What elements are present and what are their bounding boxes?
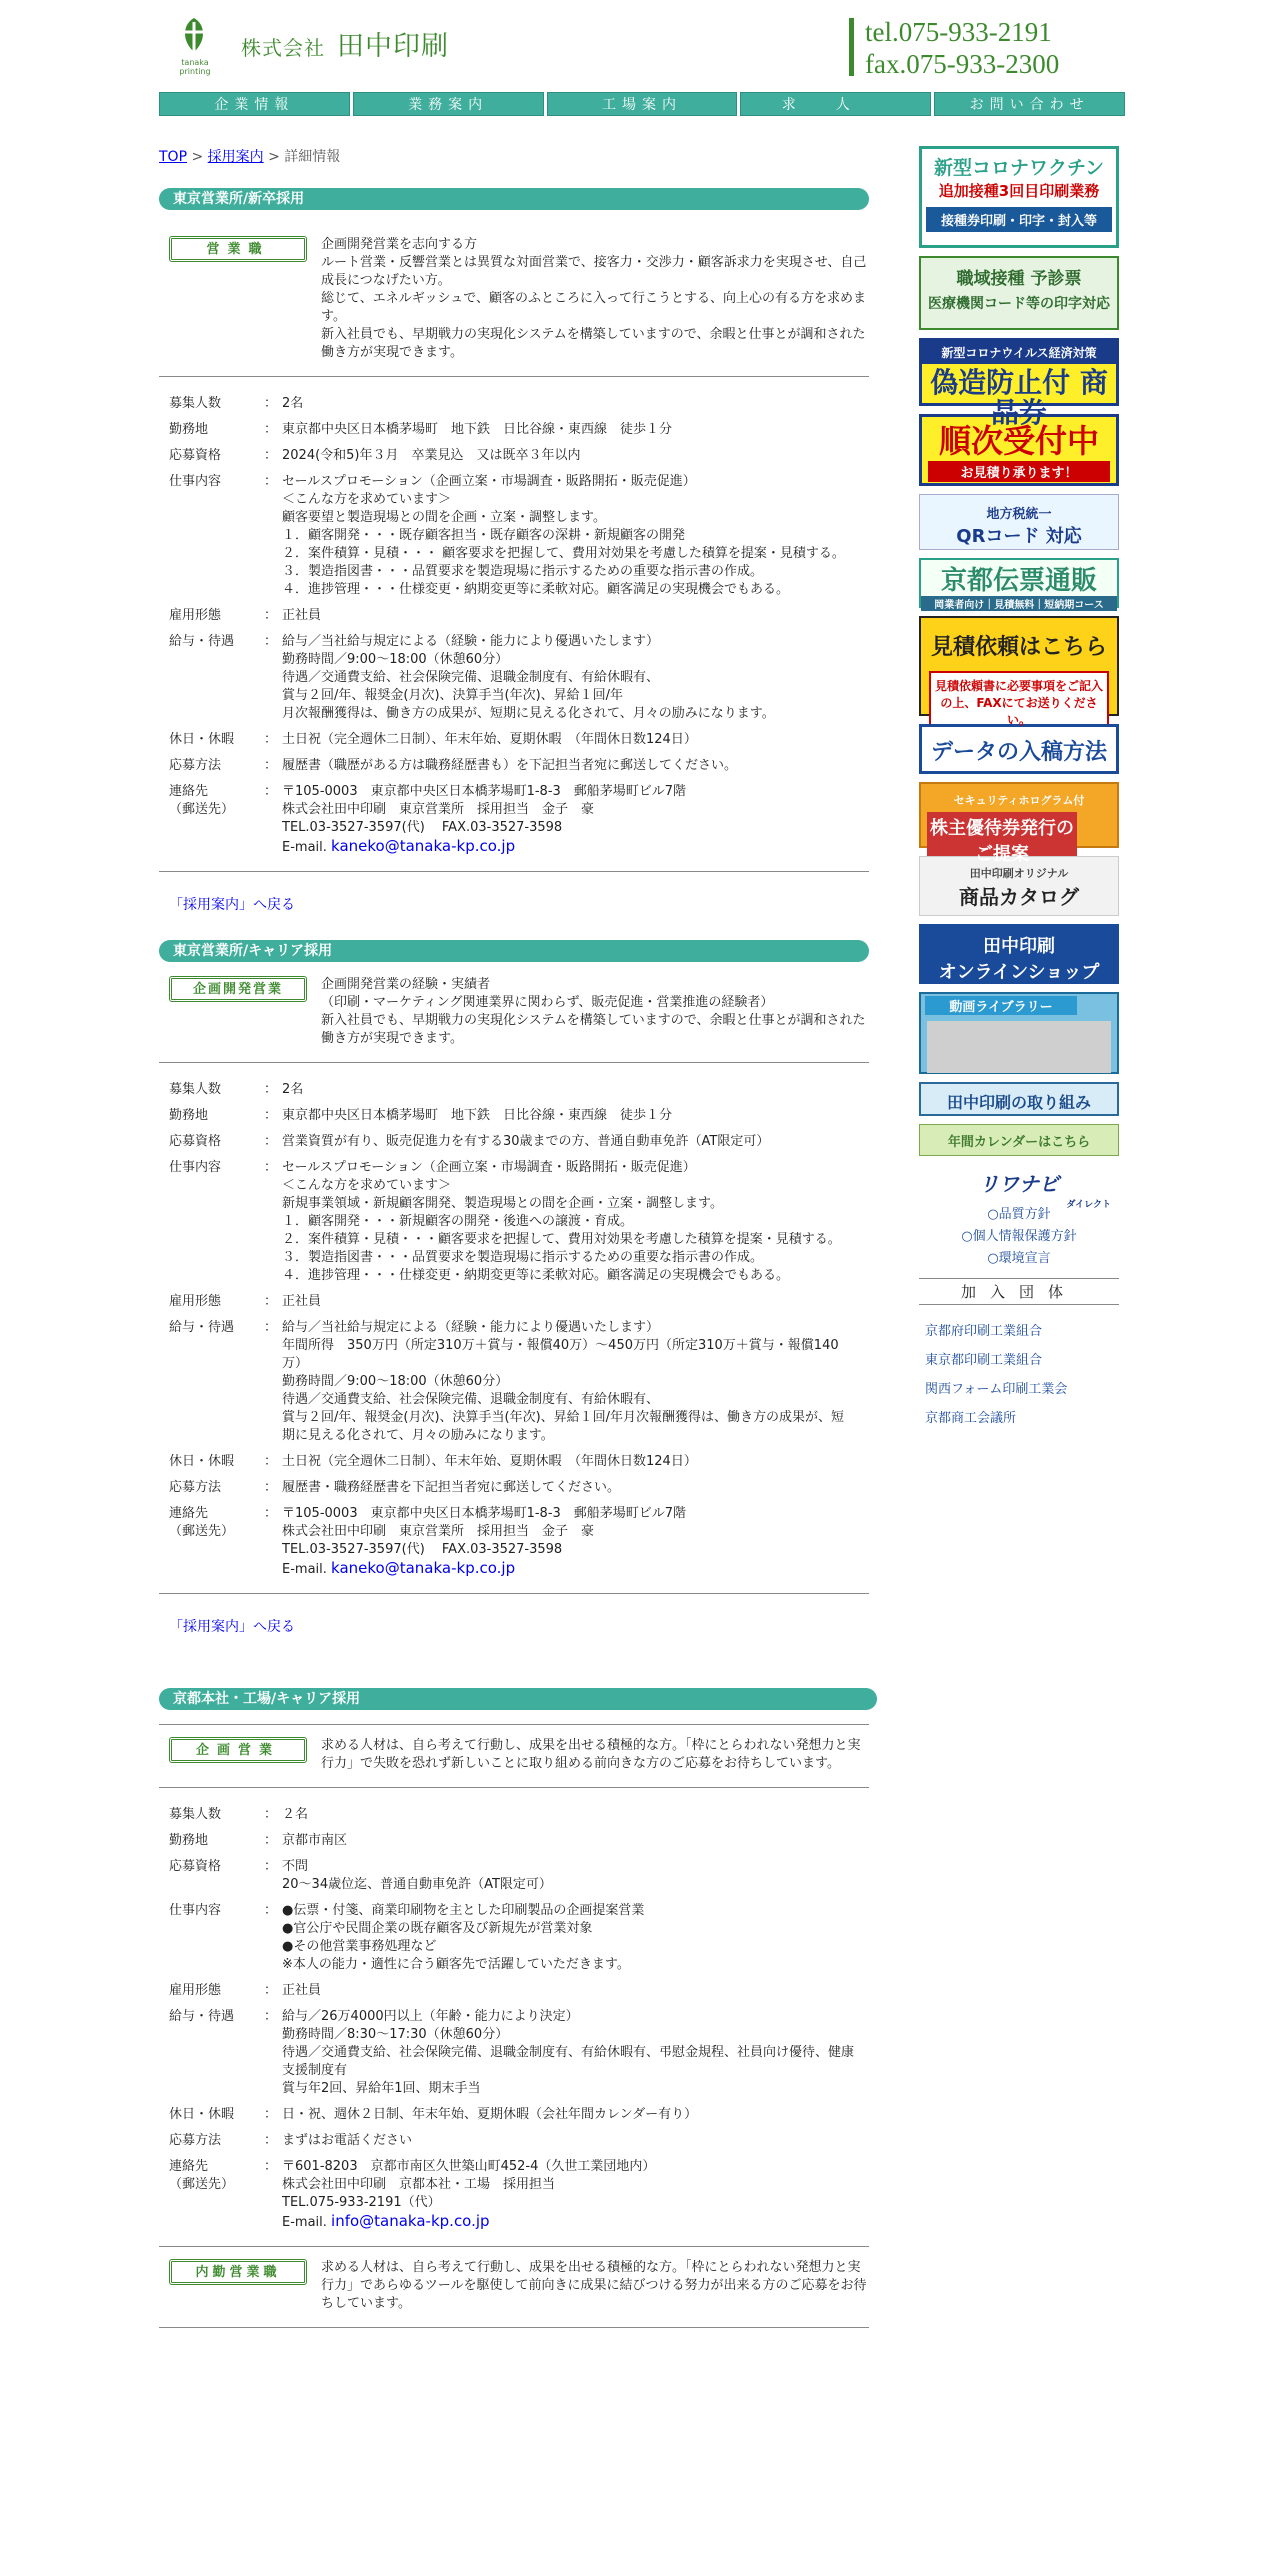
row-label: 連絡先 （郵送先） xyxy=(169,2159,235,2192)
banner-mitsumori[interactable] xyxy=(919,616,1119,727)
breadcrumb-top[interactable]: TOP xyxy=(159,149,188,165)
job-type-badge: 企画開発営業 xyxy=(169,976,307,1002)
email-label: E-mail. xyxy=(282,2215,327,2230)
page xyxy=(159,0,1125,2328)
breadcrumb-recruit[interactable]: 採用案内 xyxy=(207,149,264,165)
job-type-badge: 営業職 xyxy=(169,236,307,262)
table-row: 応募資格 ： 2024(令和5)年３月 卒業見込 又は既卒３年以内 xyxy=(159,443,869,469)
row-label: 応募方法 xyxy=(169,2133,222,2148)
row-value xyxy=(282,1501,869,1583)
sidebar xyxy=(919,146,1119,2328)
table-row: 勤務地 ： 東京都中央区日本橋茅場町 地下鉄 日比谷線・東西線 徒歩１分 xyxy=(159,1103,869,1129)
breadcrumb-current: 詳細情報 xyxy=(284,149,341,165)
row-label: 仕事内容 xyxy=(169,474,222,489)
row-label: 連絡先 （郵送先） xyxy=(169,1506,235,1539)
row-value: 2名 xyxy=(282,1082,304,1097)
row-label: 勤務地 xyxy=(169,1108,209,1123)
banner-online-shop[interactable] xyxy=(919,924,1119,984)
row-value: セールスプロモーション（企画立案・市場調査・販路開拓・販売促進） ＜こんな方を求めています＞ 新規事業領域・新規顧客開発、製造現場との間を企画・立案・調整します。 １．顧客開発・・・新規顧客の開発・後進への譲渡・育成。 ２．案件積算・見積・・・顧客要求を把握して、費用対効果を考慮した積算を提案・見積する。 ３．製造指図書・・・品質要求を製造現場に指示するための重要な指示書の作成。 ４．進捗管理・・・仕様変更・納期変更等に柔軟対応。顧客満足の実現機会でもある。 xyxy=(282,1160,841,1283)
banner-text: 追加接種3回目印刷業務 xyxy=(938,182,1100,200)
row-label: 応募方法 xyxy=(169,758,222,773)
banner-data-nyuko[interactable] xyxy=(919,724,1119,774)
row-value: セールスプロモーション（企画立案・市場調査・販路開拓・販売促進） ＜こんな方を求めています＞ 顧客要望と製造現場との間を企画・立案・調整します。 １．顧客開発・・・既存顧客担当・既存顧客の深耕・新規顧客の開発 ２．案件積算・見積・・・ 顧客要求を把握して、費用対効果を考慮した積算を提案・見積する。 ３．製造指図書・・・品質要求を製造現場に指示するための重要な指示書の作成。 ４．進捗管理・・・仕様変更・納期変更等に柔軟対応。顧客満足の実現機会でもある。 xyxy=(282,474,845,597)
row-label: 休日・休暇 xyxy=(169,732,235,747)
table-row: 応募資格 ： 不問 20～34歳位迄、普通自動車免許（AT限定可） xyxy=(159,1854,869,1898)
factory-image xyxy=(927,1021,1111,1073)
row-value: 履歴書・職務経歴書を下記担当者宛に郵送してください。 xyxy=(282,1480,621,1495)
banner-shohin-ken[interactable] xyxy=(919,338,1119,429)
banner-junji-uketsuke[interactable] xyxy=(919,414,1119,486)
job-info-table xyxy=(159,1077,869,1583)
row-label: 仕事内容 xyxy=(169,1160,222,1175)
banner-text: 商品カタログ xyxy=(959,885,1079,909)
intro-text: 求める人材は、自ら考えて行動し、成果を出せる積極的な方。「枠にとらわれない発想力と実行力」で失敗を恐れず新しいことに取り組める前向きな方のご応募をお待ちしています。 xyxy=(321,1738,861,1771)
row-value: 給与／当社給与規定による（経験・能力により優遇いたします） 勤務時間／9:00〜18:00（休憩60分） 待遇／交通費支給、社会保険完備、退職金制度有、有給休暇有、 賞与２回/年、報奨金(月次)、決算手当(年次)、昇給１回/年 月次報酬獲得は、働き方の成果が、短期に見える化されて、月々の励みになります。 xyxy=(282,634,775,721)
company-kaisha: 株式会社 xyxy=(241,36,325,60)
section-header-tokyo-newgrad: 東京営業所/新卒採用 xyxy=(159,188,869,210)
back-to-recruit-link[interactable]: 「採用案内」へ戻る xyxy=(169,897,295,913)
banner-text: 新型コロナワクチン xyxy=(933,157,1105,179)
section-header-tokyo-career: 東京営業所/キャリア採用 xyxy=(159,940,869,962)
banner-riwanavi[interactable] xyxy=(919,1164,1119,1210)
row-value: 2024(令和5)年３月 卒業見込 又は既卒３年以内 xyxy=(282,448,581,463)
row-label: 勤務地 xyxy=(169,422,209,437)
table-row: 休日・休暇 ： 日・祝、週休２日制、年末年始、夏期休暇（会社年間カレンダー有り） xyxy=(159,2102,869,2128)
job-type-badge: 企画営業 xyxy=(169,1737,307,1763)
banner-text: 田中印刷の取り組み xyxy=(946,1093,1091,1112)
email-link[interactable]: info@tanaka-kp.co.jp xyxy=(331,2212,490,2230)
row-value xyxy=(282,2154,869,2236)
row-label: 応募方法 xyxy=(169,1480,222,1495)
logo-text: tanaka printing xyxy=(179,58,211,76)
row-value: 正社員 xyxy=(282,608,322,623)
row-label: 給与・待遇 xyxy=(169,634,235,649)
divider xyxy=(159,871,869,872)
row-label: 雇用形態 xyxy=(169,608,222,623)
row-value xyxy=(282,779,869,861)
job-intro xyxy=(159,2246,869,2328)
table-row: 給与・待遇 ： 給与／当社給与規定による（経験・能力により優遇いたします） 年間所得 350万円（所定310万＋賞与・報償40万）～450万円（所定310万＋賞与・報償140万） 勤務時間／9:00〜18:00（休憩60分） 待遇／交通費支給、社会保険完備、退職金制度有、有給休暇有、 賞与２回/年、報奨金(月次)、決算手当(年次)、昇給１回/年月次報酬獲得は、働き方の成果が、短期に見える化されて、月々の励みになります。 xyxy=(159,1315,869,1449)
table-row: 募集人数 ： 2名 xyxy=(159,1077,869,1103)
link-privacy-policy[interactable]: ○個人情報保護方針 xyxy=(961,1229,1077,1244)
job-intro xyxy=(159,1724,869,1788)
table-row: 休日・休暇 ： 土日祝（完全週休二日制）、年末年始、夏期休暇 （年間休日数124日） xyxy=(159,1449,869,1475)
banner-catalog[interactable] xyxy=(919,856,1119,916)
row-label: 給与・待遇 xyxy=(169,1320,235,1335)
row-value: 正社員 xyxy=(282,1294,322,1309)
table-row: 給与・待遇 ： 給与／当社給与規定による（経験・能力により優遇いたします） 勤務時間／9:00〜18:00（休憩60分） 待遇／交通費支給、社会保険完備、退職金制度有、有給休暇有、 賞与２回/年、報奨金(月次)、決算手当(年次)、昇給１回/年 月次報酬獲得は、働き方の成果が、短期に見える化されて、月々の励みになります。 xyxy=(159,629,869,727)
banner-text: 見積依頼はこちら xyxy=(930,635,1107,660)
fax-number: fax.075-933-2300 xyxy=(865,49,1060,79)
table-row: 仕事内容 ： ●伝票・付箋、商業印刷物を主とした印刷製品の企画提案営業 ●官公庁や民間企業の既存顧客及び新規先が営業対象 ●その他営業事務処理など ※本人の能力・適性に合う顧客先で活躍していただきます。 xyxy=(159,1898,869,1978)
contact-info xyxy=(865,16,1059,80)
banner-text: 京都伝票通販 xyxy=(940,566,1097,596)
table-row: 仕事内容 ： セールスプロモーション（企画立案・市場調査・販路開拓・販売促進） ＜こんな方を求めています＞ 顧客要望と製造現場との間を企画・立案・調整します。 １．顧客開発・・・既存顧客担当・既存顧客の深耕・新規顧客の開発 ２．案件積算・見積・・・ 顧客要求を把握して、費用対効果を考慮した積算を提案・見積する。 ３．製造指図書・・・品質要求を製造現場に指示するための重要な指示書の作成。 ４．進捗管理・・・仕様変更・納期変更等に柔軟対応。顧客満足の実現機会でもある。 xyxy=(159,469,869,603)
row-value: まずはお電話ください xyxy=(282,2133,413,2148)
table-row: 休日・休暇 ： 土日祝（完全週休二日制）、年末年始、夏期休暇 （年間休日数124日） xyxy=(159,727,869,753)
email-label: E-mail. xyxy=(282,1562,327,1577)
banner-video-library[interactable] xyxy=(919,992,1119,1074)
policy-links xyxy=(919,1204,1119,1270)
contact-text: 〒105-0003 東京都中央区日本橋茅場町1-8-3 郵船茅場町ビル7階 株式会社田中印刷 東京営業所 採用担当 金子 豪 TEL.03-3527-3597(代) FAX.03-3527-3598 xyxy=(282,784,687,835)
row-value: 給与／26万4000円以上（年齢・能力により決定） 勤務時間／8:30〜17:30（休憩60分） 待遇／交通費支給、社会保険完備、退職金制度有、有給休暇有、弔慰金規程、社員向け優待、健康支援制度有 賞与年2回、昇給年1回、期末手当 xyxy=(282,2009,855,2096)
banner-text: 新型コロナウイルス経済対策 xyxy=(919,341,1119,364)
table-row: 連絡先 （郵送先） ： 〒105-0003 東京都中央区日本橋茅場町1-8-3 郵船茅場町ビル7階 株式会社田中印刷 東京営業所 採用担当 金子 豪 TEL.03-3527-3597(代) FAX.03-3527-3598 E-mail. kaneko@tanaka-kp.co.jp xyxy=(159,779,869,861)
row-label: 応募資格 xyxy=(169,448,222,463)
nav-contact[interactable]: お問い合わせ xyxy=(934,92,1125,116)
divider xyxy=(159,1593,869,1594)
nav-factory[interactable]: 工場案内 xyxy=(547,92,738,116)
row-value: 営業資質が有り、販売促進力を有する30歳までの方、普通自動車免許（AT限定可） xyxy=(282,1134,770,1149)
section-header-kyoto-career: 京都本社・工場/キャリア採用 xyxy=(159,1688,877,1710)
email-label: E-mail. xyxy=(282,840,327,855)
company-title: 田中印刷 xyxy=(337,31,449,62)
table-row: 応募方法 ： 履歴書・職務経歴書を下記担当者宛に郵送してください。 xyxy=(159,1475,869,1501)
contact-text: 〒601-8203 京都市南区久世築山町452-4（久世工業団地内） 株式会社田中印刷 京都本社・工場 採用担当 TEL.075-933-2191（代） xyxy=(282,2159,656,2210)
contact-text: 〒105-0003 東京都中央区日本橋茅場町1-8-3 郵船茅場町ビル7階 株式会社田中印刷 東京営業所 採用担当 金子 豪 TEL.03-3527-3597(代) FAX.03-3527-3598 xyxy=(282,1506,687,1557)
banner-text: お見積り承ります！ xyxy=(928,461,1110,482)
row-label: 給与・待遇 xyxy=(169,2009,235,2024)
main-content xyxy=(159,146,869,2328)
banner-calendar[interactable] xyxy=(919,1124,1119,1156)
row-value: 東京都中央区日本橋茅場町 地下鉄 日比谷線・東西線 徒歩１分 xyxy=(282,1108,673,1123)
banner-text: 田中印刷オリジナル xyxy=(969,867,1069,880)
job-intro xyxy=(159,976,869,1063)
intro-text: 求める人材は、自ら考えて行動し、成果を出せる積極的な方。「枠にとらわれない発想力と実行力」であらゆるツールを駆使して前向きに成果に結びつける努力が出来る方のご応募をお待ちしています。 xyxy=(321,2260,867,2311)
banner-torikumi[interactable] xyxy=(919,1082,1119,1116)
row-label: 雇用形態 xyxy=(169,1983,222,1998)
table-row: 雇用形態 ： 正社員 xyxy=(159,1289,869,1315)
table-row: 応募方法 ： 履歴書（職歴がある方は職務経歴書も）を下記担当者宛に郵送してください。 xyxy=(159,753,869,779)
contact-divider xyxy=(849,18,854,76)
banner-text: 年間カレンダーはこちら xyxy=(947,1135,1091,1150)
table-row: 雇用形態 ： 正社員 xyxy=(159,1978,869,2004)
banner-text: 地方税統一 xyxy=(986,507,1052,522)
row-value: 正社員 xyxy=(282,1983,322,1998)
row-label: 休日・休暇 xyxy=(169,2107,235,2122)
banner-text: データの入稿方法 xyxy=(930,740,1107,765)
logo-icon xyxy=(173,14,215,56)
row-value: 東京都中央区日本橋茅場町 地下鉄 日比谷線・東西線 徒歩１分 xyxy=(282,422,673,437)
table-row: 連絡先 （郵送先） ： 〒105-0003 東京都中央区日本橋茅場町1-8-3 郵船茅場町ビル7階 株式会社田中印刷 東京営業所 採用担当 金子 豪 TEL.03-3527-3597(代) FAX.03-3527-3598 E-mail. kaneko@tanaka-kp.co.jp xyxy=(159,1501,869,1583)
banner-text: 医療機関コード等の印字対応 xyxy=(928,296,1110,312)
assoc-link[interactable]: 京都府印刷工業組合 xyxy=(925,1324,1043,1339)
banner-text: 株主優待券発行のご提案 xyxy=(927,812,1077,868)
link-environment[interactable]: ○環境宣言 xyxy=(987,1251,1051,1266)
row-value: 土日祝（完全週休二日制）、年末年始、夏期休暇 （年間休日数124日） xyxy=(282,1454,697,1469)
banner-denpyo[interactable] xyxy=(919,558,1119,611)
row-value: ２名 xyxy=(282,1807,309,1822)
banner-vaccine-ticket[interactable] xyxy=(919,256,1119,330)
job-intro xyxy=(159,224,869,377)
banner-text: 田中印刷 xyxy=(983,936,1055,957)
banner-text: ダイレクト xyxy=(1066,1200,1111,1210)
assoc-link[interactable]: 京都商工会議所 xyxy=(925,1411,1017,1426)
row-label: 応募資格 xyxy=(169,1134,222,1149)
banner-text: QRコード 対応 xyxy=(956,526,1082,547)
row-value: 履歴書（職歴がある方は職務経歴書も）を下記担当者宛に郵送してください。 xyxy=(282,758,738,773)
row-label: 募集人数 xyxy=(169,396,222,411)
job-info-table xyxy=(159,1802,869,2236)
assoc-list xyxy=(919,1317,1119,1433)
banner-text: 動画ライブラリー xyxy=(925,996,1077,1015)
banner-text: 見積依頼書に必要事項をご記入の上、FAXにてお送りください。 xyxy=(929,671,1109,734)
row-value: 京都市南区 xyxy=(282,1833,348,1848)
row-label: 募集人数 xyxy=(169,1082,222,1097)
row-value: 2名 xyxy=(282,396,304,411)
nav-recruit[interactable]: 求人 xyxy=(740,92,931,116)
table-row: 募集人数 ： ２名 xyxy=(159,1802,869,1828)
table-row: 応募資格 ： 営業資質が有り、販売促進力を有する30歳までの方、普通自動車免許（AT限定可） xyxy=(159,1129,869,1155)
table-row: 勤務地 ： 京都市南区 xyxy=(159,1828,869,1854)
row-label: 勤務地 xyxy=(169,1833,209,1848)
banner-text: 順次受付中 xyxy=(938,422,1099,460)
table-row: 雇用形態 ： 正社員 xyxy=(159,603,869,629)
banner-qr-code[interactable] xyxy=(919,494,1119,550)
link-quality-policy[interactable]: ○品質方針 xyxy=(987,1207,1051,1222)
row-value: ●伝票・付箋、商業印刷物を主とした印刷製品の企画提案営業 ●官公庁や民間企業の既存顧客及び新規先が営業対象 ●その他営業事務処理など ※本人の能力・適性に合う顧客先で活躍していただきます。 xyxy=(282,1903,645,1972)
intro-text: 企画開発営業を志向する方 ルート営業・反響営業とは異質な対面営業で、接客力・交渉力・顧客訴求力を実現させ、自己成長につなげたい方。 総じて、エネルギッシュで、顧客のふところに入って行こうとする、向上心の有る方を求めます。 新入社員でも、早期戦力の実現化システムを構築していますので、余暇と仕事とが調和された働き方が実現できます。 xyxy=(321,237,867,360)
row-label: 仕事内容 xyxy=(169,1903,222,1918)
email-link[interactable]: kaneko@tanaka-kp.co.jp xyxy=(331,1559,516,1577)
company-logo[interactable] xyxy=(169,14,221,74)
tel-number: tel.075-933-2191 xyxy=(865,17,1052,47)
banner-text: オンラインショップ xyxy=(938,962,1100,983)
table-row: 応募方法 ： まずはお電話ください xyxy=(159,2128,869,2154)
banner-text: リワナビ xyxy=(979,1172,1059,1196)
table-row: 連絡先 （郵送先） ： 〒601-8203 京都市南区久世築山町452-4（久世工業団地内） 株式会社田中印刷 京都本社・工場 採用担当 TEL.075-933-2191（代） E-mail. info@tanaka-kp.co.jp xyxy=(159,2154,869,2236)
back-to-recruit-link[interactable]: 「採用案内」へ戻る xyxy=(169,1619,295,1635)
email-link[interactable]: kaneko@tanaka-kp.co.jp xyxy=(331,837,516,855)
site-header xyxy=(159,4,1125,84)
assoc-link[interactable]: 東京都印刷工業組合 xyxy=(925,1353,1043,1368)
banner-covid-vaccine[interactable] xyxy=(919,146,1119,248)
breadcrumb-sep: > xyxy=(263,149,285,165)
row-value: 日・祝、週休２日制、年末年始、夏期休暇（会社年間カレンダー有り） xyxy=(282,2107,698,2122)
nav-business[interactable]: 業務案内 xyxy=(353,92,544,116)
assoc-link[interactable]: 関西フォーム印刷工業会 xyxy=(925,1382,1068,1397)
table-row: 仕事内容 ： セールスプロモーション（企画立案・市場調査・販路開拓・販売促進） ＜こんな方を求めています＞ 新規事業領域・新規顧客開発、製造現場との間を企画・立案・調整します。 １．顧客開発・・・新規顧客の開発・後進への譲渡・育成。 ２．案件積算・見積・・・顧客要求を把握して、費用対効果を考慮した積算を提案・見積する。 ３．製造指図書・・・品質要求を製造現場に指示するための重要な指示書の作成。 ４．進捗管理・・・仕様変更・納期変更等に柔軟対応。顧客満足の実現機会でもある。 xyxy=(159,1155,869,1289)
banner-text: セキュリティホログラム付 xyxy=(953,794,1085,807)
breadcrumb xyxy=(159,146,869,166)
breadcrumb-sep: > xyxy=(187,149,208,165)
nav-company-info[interactable]: 企業情報 xyxy=(159,92,350,116)
assoc-heading: 加入団体 xyxy=(919,1278,1119,1305)
row-label: 応募資格 xyxy=(169,1859,222,1874)
banner-text: 偽造防止付 商品券 xyxy=(930,366,1108,429)
table-row: 勤務地 ： 東京都中央区日本橋茅場町 地下鉄 日比谷線・東西線 徒歩１分 xyxy=(159,417,869,443)
row-label: 休日・休暇 xyxy=(169,1454,235,1469)
row-value: 不問 20～34歳位迄、普通自動車免許（AT限定可） xyxy=(282,1859,552,1892)
row-value: 土日祝（完全週休二日制）、年末年始、夏期休暇 （年間休日数124日） xyxy=(282,732,697,747)
job-info-table xyxy=(159,391,869,861)
row-label: 募集人数 xyxy=(169,1807,222,1822)
intro-text: 企画開発営業の経験・実績者 （印刷・マーケティング関連業界に関わらず、販売促進・営業推進の経験者） 新入社員でも、早期戦力の実現化システムを構築していますので、余暇と仕事とが調和された働き方が実現できます。 xyxy=(321,977,866,1046)
table-row: 募集人数 ： 2名 xyxy=(159,391,869,417)
banner-text: 岡業者向け｜見積無料｜短納期コース xyxy=(921,596,1117,611)
row-label: 連絡先 （郵送先） xyxy=(169,784,235,817)
banner-text: 接種券印刷・印字・封入等 xyxy=(926,207,1112,232)
global-nav xyxy=(159,92,1125,116)
job-type-badge: 内勤営業職 xyxy=(169,2259,307,2285)
banner-text: 職域接種 予診票 xyxy=(956,269,1082,289)
row-value: 給与／当社給与規定による（経験・能力により優遇いたします） 年間所得 350万円（所定310万＋賞与・報償40万）～450万円（所定310万＋賞与・報償140万） 勤務時間／9:00〜18:00（休憩60分） 待遇／交通費支給、社会保険完備、退職金制度有、有給休暇有、 賞与２回/年、報奨金(月次)、決算手当(年次)、昇給１回/年月次報酬獲得は、働き方の成果が、短期に見える化されて、月々の励みになります。 xyxy=(282,1320,845,1443)
banner-kabunushi[interactable] xyxy=(919,782,1119,865)
row-label: 雇用形態 xyxy=(169,1294,222,1309)
company-name[interactable] xyxy=(241,24,449,63)
table-row: 給与・待遇 ： 給与／26万4000円以上（年齢・能力により決定） 勤務時間／8:30〜17:30（休憩60分） 待遇／交通費支給、社会保険完備、退職金制度有、有給休暇有、弔慰金規程、社員向け優待、健康支援制度有 賞与年2回、昇給年1回、期末手当 xyxy=(159,2004,869,2102)
